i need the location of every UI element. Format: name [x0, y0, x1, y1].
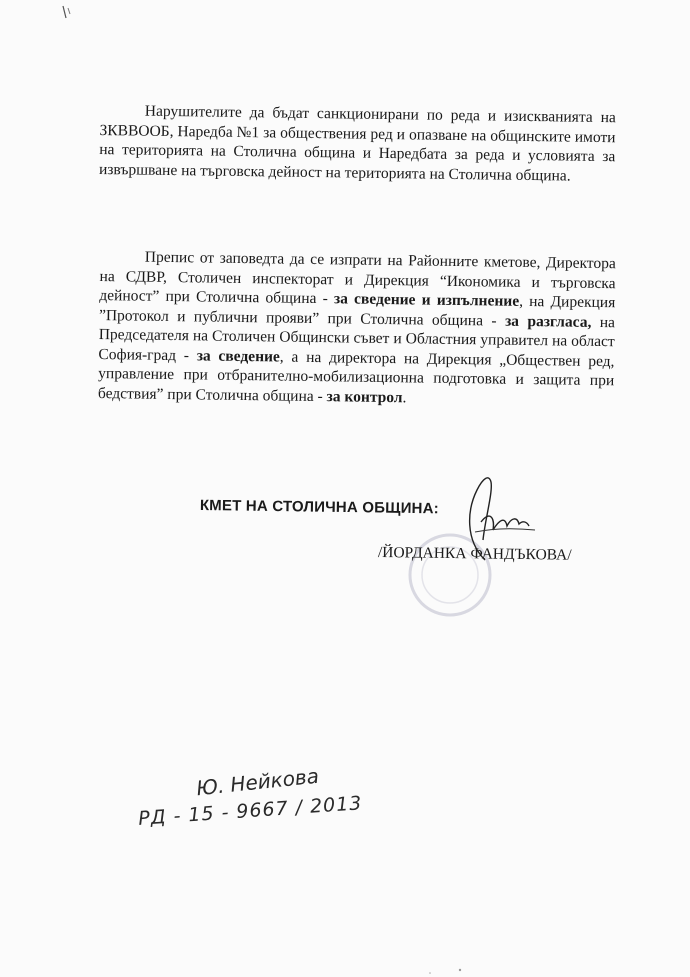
paragraph-distribution-text	[98, 247, 616, 410]
bold-segment: за сведение	[196, 346, 280, 366]
text-segment: .	[402, 388, 407, 406]
scan-specks	[0, 930, 690, 977]
text-segment: , на Дирекция ”Протокол и публични прояви” при Столична община -	[98, 292, 616, 330]
signature-title: КМЕТ НА СТОЛИЧНА ОБЩИНА:	[199, 497, 439, 518]
bold-segment: за контрол	[326, 387, 403, 406]
signature-name: /ЙОРДАНКА ФАНДЪКОВА/	[377, 544, 572, 564]
bold-segment: за разгласа,	[504, 312, 592, 331]
handwritten-name: Ю. Нейкова	[195, 763, 320, 801]
paragraph-sanctions	[99, 101, 616, 186]
paragraph-sanctions-text: Нарушителите да бъдат санкционирани по реда и изискванията на ЗКВВООБ, Наредба №1 за обществения ред и опазване на общинските имоти на територията на Столична община и Наредбата за реда и условията за извършване на търговска дейност на територията на Столична община.	[98, 102, 616, 185]
text-segment: , а на директора на Дирекция „Обществен ред, управление при отбранително-мобилизационна подготовка и защита при бедствия” при Столична община -	[97, 348, 615, 405]
paragraph-distribution	[98, 247, 616, 410]
bold-segment: за сведение и изпълнение	[333, 290, 520, 310]
text-segment: на Председателя на Столичен Общински съвет и Областния управител на област София-град -	[98, 313, 616, 364]
handwritten-reference: РД - 15 - 9667 / 2013	[137, 792, 364, 830]
scan-mark	[0, 0, 690, 40]
text-segment: Препис от заповедта да се изпрати на Районните кметове, Директора на СДВР, Столичен инспекторат и Дирекция “Икономика и търговска дейност” при Столична община -	[99, 248, 616, 308]
official-stamp	[395, 525, 505, 625]
